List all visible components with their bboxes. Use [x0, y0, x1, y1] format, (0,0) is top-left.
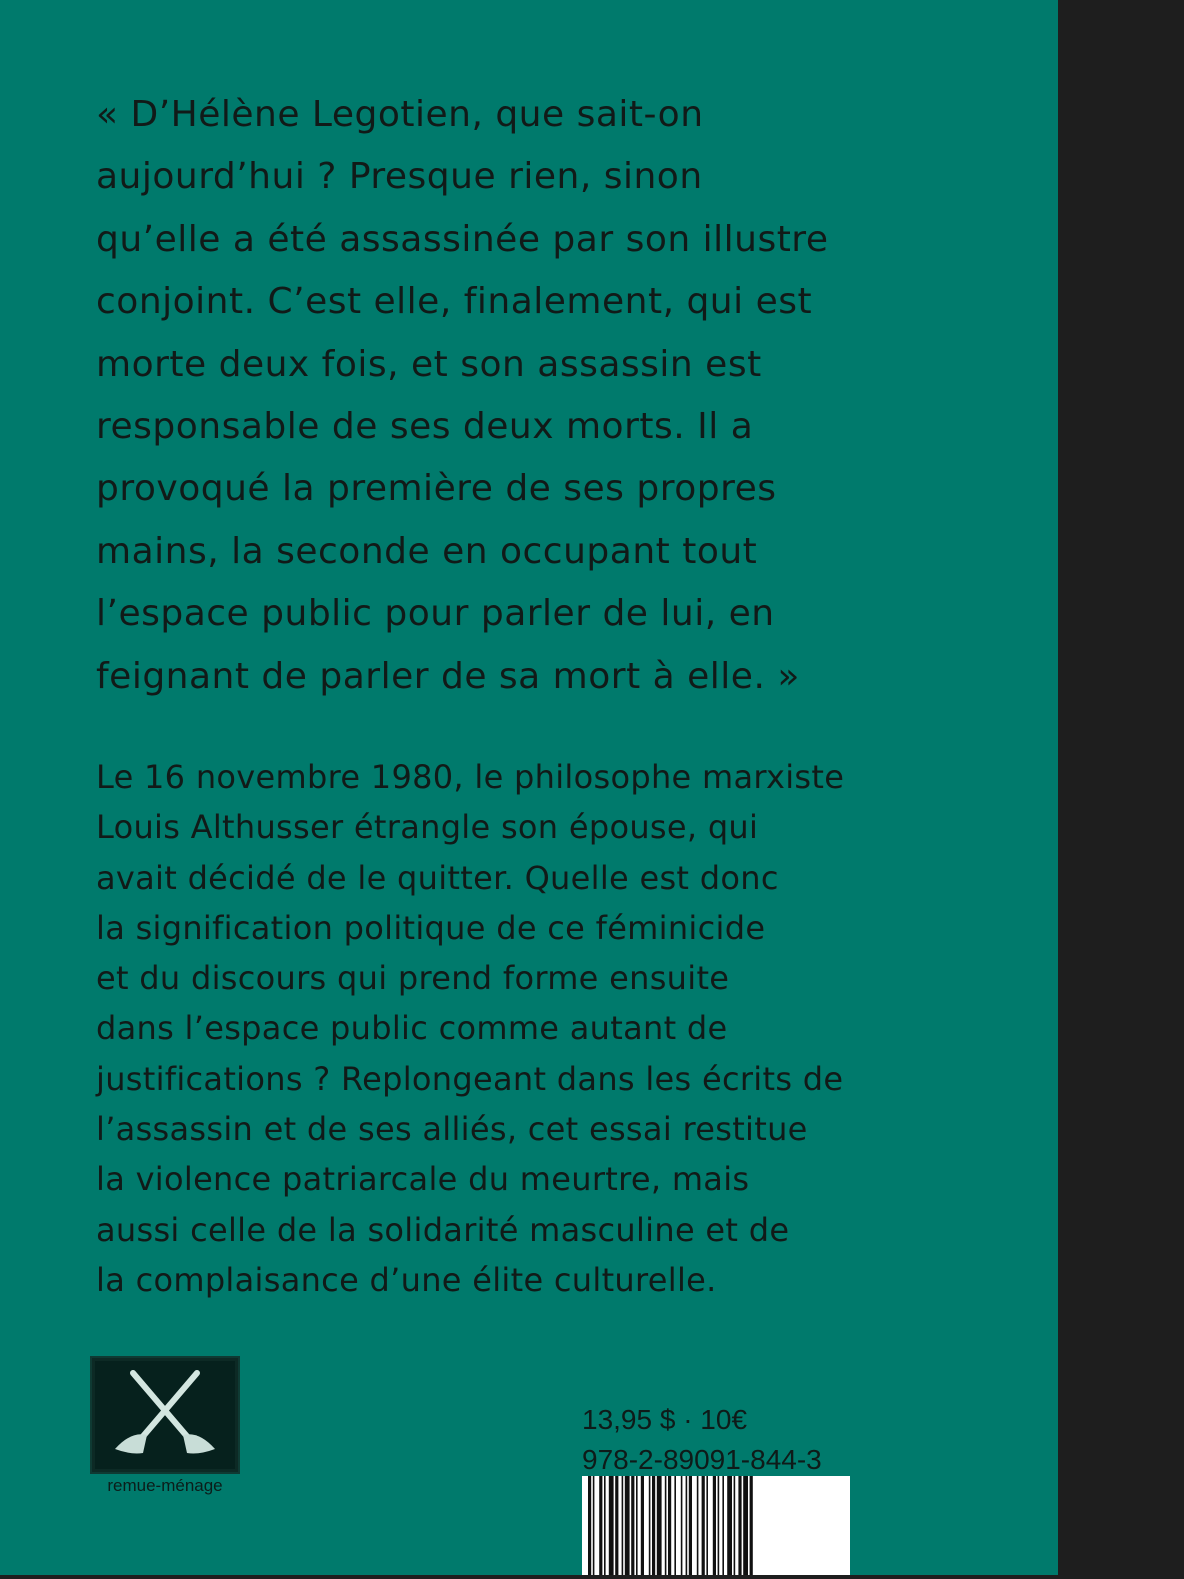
description-line: aussi celle de la solidarité masculine et de — [96, 1210, 790, 1249]
quote-line: qu’elle a été assassinée par son illustre — [96, 218, 829, 260]
barcode-bar — [738, 1476, 741, 1575]
barcode-bar — [668, 1476, 671, 1575]
description-line: et du discours qui prend forme ensuite — [96, 959, 730, 998]
description-line: dans l’espace public comme autant de — [96, 1009, 728, 1048]
barcode-bar — [718, 1476, 720, 1575]
barcode-bar — [697, 1476, 699, 1575]
description-line: Le 16 novembre 1980, le philosophe marxiste — [96, 758, 845, 796]
barcode-bar — [615, 1476, 618, 1575]
quote-line: conjoint. C’est elle, finalement, qui est — [96, 281, 813, 323]
barcode-bar — [702, 1476, 705, 1575]
barcode-bar — [593, 1476, 595, 1575]
barcode — [582, 1476, 850, 1575]
barcode-bar — [713, 1476, 716, 1575]
description-line: la violence patriarcale du meurtre, mais — [96, 1160, 750, 1199]
quote-line: feignant de parler de sa mort à elle. » — [96, 655, 800, 697]
publisher-name: remue-ménage — [107, 1476, 223, 1495]
barcode-bar — [631, 1476, 634, 1575]
description-line: avait décidé de le quitter. Quelle est donc — [96, 858, 779, 897]
barcode-bar — [750, 1476, 753, 1575]
price-label: 13,95 $ · 10€ — [582, 1404, 748, 1435]
barcode-bar — [652, 1476, 655, 1575]
barcode-bar — [686, 1476, 688, 1575]
barcode-bar — [649, 1476, 651, 1575]
publisher-logo — [92, 1358, 240, 1496]
isbn-label: 978-2-89091-844-3 — [582, 1444, 822, 1475]
crossed-brooms-icon — [92, 1358, 238, 1472]
barcode-bar — [622, 1476, 624, 1575]
barcode-bar — [636, 1476, 638, 1575]
barcode-bar — [674, 1476, 676, 1575]
barcode-bar — [588, 1476, 591, 1575]
quote-line: morte deux fois, et son assassin est — [96, 343, 762, 385]
quote-line: mains, la seconde en occupant tout — [96, 530, 758, 572]
barcode-bar — [722, 1476, 724, 1575]
barcode-bar — [743, 1476, 748, 1575]
quote-line: aujourd’hui ? Presque rien, sinon — [96, 156, 703, 198]
barcode-bar — [599, 1476, 602, 1575]
description-line: la signification politique de ce féminicide — [96, 908, 766, 947]
description-line: l’assassin et de ses alliés, cet essai restitue — [96, 1110, 808, 1149]
barcode-bar — [641, 1476, 644, 1575]
barcode-bar — [706, 1476, 708, 1575]
barcode-bar — [665, 1476, 667, 1575]
description-block — [96, 752, 996, 1305]
barcode-bar — [657, 1476, 662, 1575]
barcode-bar — [625, 1476, 630, 1575]
quote-block — [96, 84, 976, 708]
quote-line: « D’Hélène Legotien, que sait-on — [96, 94, 704, 135]
quote-line: responsable de ses deux morts. Il a — [96, 406, 754, 448]
description-line: la complaisance d’une élite culturelle. — [96, 1260, 717, 1299]
barcode-bar — [604, 1476, 606, 1575]
barcode-bar — [727, 1476, 732, 1575]
description-line: Louis Althusser étrangle son épouse, qui — [96, 808, 759, 847]
barcode-bar — [681, 1476, 683, 1575]
barcode-bar — [609, 1476, 614, 1575]
quote-line: l’espace public pour parler de lui, en — [96, 593, 775, 635]
description-line: justifications ? Replongeant dans les écrits de — [96, 1059, 844, 1098]
barcode-bar — [734, 1476, 736, 1575]
spine-edge — [1058, 0, 1184, 1575]
barcode-bar — [689, 1476, 692, 1575]
quote-line: provoqué la première de ses propres — [96, 468, 777, 510]
